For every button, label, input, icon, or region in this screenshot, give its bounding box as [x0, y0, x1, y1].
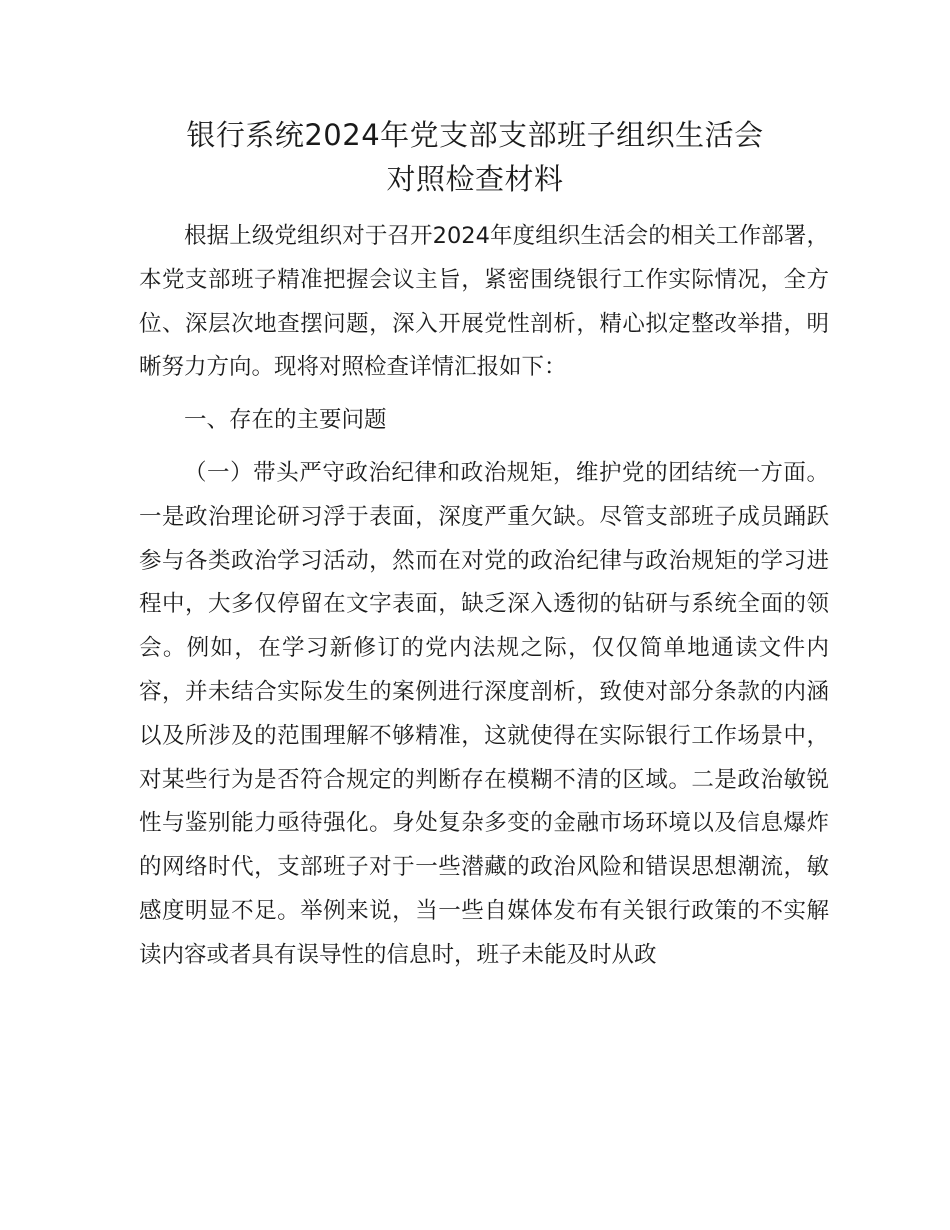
intro-paragraph: 根据上级党组织对于召开2024年度组织生活会的相关工作部署，本党支部班子精准把握会议主旨，紧密围绕银行工作实际情况，全方位、深层次地查摆问题，深入开展党性剖析，精心拟定整改举措，明晰努力方向。现将对照检查详情汇报如下： — [139, 223, 829, 381]
document-title-line-1: 银行系统2024年党支部支部班子组织生活会 — [186, 118, 764, 152]
body-paragraph: （一）带头严守政治纪律和政治规矩，维护党的团结统一方面。一是政治理论研习浮于表面，深度严重欠缺。尽管支部班子成员踊跃参与各类政治学习活动，然而在对党的政治纪律与政治规矩的学习进程中，大多仅停留在文字表面，缺乏深入透彻的钻研与系统全面的领会。例如，在学习新修订的党内法规之际，仅仅简单地通读文件内容，并未结合实际发生的案例进行深度剖析，致使对部分条款的内涵以及所涉及的范围理解不够精准，这就使得在实际银行工作场景中，对某些行为是否符合规定的判断存在模糊不清的区域。二是政治敏锐性与鉴别能力亟待强化。身处复杂多变的金融市场环境以及信息爆炸的网络时代，支部班子对于一些潜藏的政治风险和错误思想潮流，敏感度明显不足。举例来说，当一些自媒体发布有关银行政策的不实解读内容或者具有误导性的信息时，班子未能及时从政 — [139, 459, 829, 968]
document-title-line-2: 对照检查材料 — [386, 162, 564, 196]
document-body — [139, 215, 829, 978]
section-heading: 一、存在的主要问题 — [184, 407, 387, 434]
